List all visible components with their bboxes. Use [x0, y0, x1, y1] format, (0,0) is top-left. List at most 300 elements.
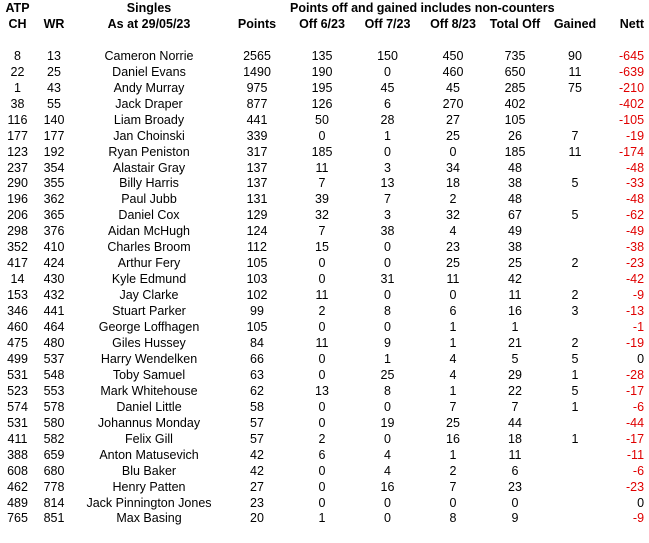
nett-cell: -6: [632, 399, 645, 414]
table-row: [1, 352, 648, 368]
nett-cell: -38: [625, 240, 645, 255]
off-6-23-cell: 135: [311, 48, 333, 63]
ch-cell: 388: [7, 447, 28, 462]
player-name: Ryan Peniston: [108, 144, 190, 159]
points-cell: 62: [250, 383, 264, 398]
points-cell: 124: [246, 224, 268, 239]
off-8-23-cell: 2: [449, 463, 457, 478]
gained-cell: [545, 224, 605, 240]
table-row: [1, 416, 648, 432]
ch-cell: 346: [7, 304, 28, 319]
wr-cell: 537: [43, 351, 65, 366]
ch-cell: 153: [7, 288, 28, 303]
total-off-cell: 38: [508, 176, 522, 191]
off-6-23-cell: 2: [318, 431, 326, 446]
ch-cell: 460: [7, 320, 28, 335]
ch-cell: 574: [7, 399, 28, 414]
off-8-23-cell: 4: [449, 367, 457, 382]
off-6-23-cell: 0: [318, 463, 326, 478]
total-off-cell: 1: [511, 320, 519, 335]
wr-cell: 354: [43, 160, 65, 175]
gained-cell: 2: [571, 336, 579, 350]
off-8-23-cell: 1: [449, 336, 457, 350]
off-7-23-cell: 28: [380, 112, 395, 127]
off-7-23-cell: 9: [384, 336, 391, 350]
wr-cell: 778: [43, 479, 65, 494]
points-cell: 112: [247, 240, 267, 255]
ch-cell: 206: [7, 208, 28, 223]
wr-cell: 424: [43, 256, 65, 271]
off-7-23-cell: 25: [380, 367, 395, 382]
ch-cell: 531: [7, 367, 28, 382]
table-row: [1, 432, 648, 448]
gained-cell: [545, 161, 605, 177]
wr-cell: 410: [43, 240, 65, 255]
nett-cell: -19: [625, 336, 645, 350]
table-row: [1, 511, 648, 527]
gained-cell: [545, 97, 605, 113]
off-8-23-cell: 23: [446, 240, 460, 255]
off-6-23-cell: 0: [318, 256, 326, 271]
gained-cell: 7: [571, 128, 579, 143]
wr-cell: 25: [47, 64, 61, 79]
wr-cell: 548: [43, 367, 65, 382]
table-row: [1, 81, 648, 97]
points-cell: 66: [250, 351, 264, 366]
off-8-23-cell: 1: [449, 383, 457, 398]
wr-cell: 580: [43, 415, 65, 430]
off-8-23-cell: 4: [449, 224, 457, 239]
points-cell: 57: [250, 415, 264, 430]
off-6-23-cell: 0: [318, 399, 326, 414]
ch-cell: 298: [7, 224, 28, 239]
table-row: [1, 192, 648, 208]
player-name: Jack Draper: [115, 96, 183, 111]
wr-cell: 553: [43, 383, 65, 398]
points-cell: 42: [250, 447, 264, 462]
wr-cell: 578: [43, 399, 65, 414]
gained-cell: [545, 511, 605, 527]
off-7-23-cell: 16: [380, 479, 395, 494]
total-off-cell: 44: [508, 415, 522, 430]
points-cell: 58: [250, 399, 264, 414]
off-8-23-cell: 0: [449, 495, 457, 510]
player-name: Henry Patten: [112, 479, 186, 494]
total-off-cell: 105: [504, 112, 526, 127]
rankings-table: [1, 1, 648, 527]
nett-cell: -1: [632, 320, 645, 335]
header-ch: CH: [8, 16, 27, 31]
table-row: [1, 368, 648, 384]
off-6-23-cell: 2: [318, 304, 326, 319]
off-6-23-cell: 0: [318, 479, 326, 494]
table-row: [1, 384, 648, 400]
gained-cell: [545, 320, 605, 336]
off-8-23-cell: 460: [442, 64, 464, 79]
off-6-23-cell: 185: [311, 144, 333, 159]
off-7-23-cell: 3: [384, 208, 391, 223]
header-row-2: [1, 17, 648, 33]
ch-cell: 116: [7, 112, 28, 127]
off-6-23-cell: 7: [318, 224, 326, 239]
total-off-cell: 402: [504, 96, 526, 111]
table-row: [1, 176, 648, 192]
off-8-23-cell: 25: [446, 256, 460, 271]
points-cell: 105: [246, 320, 268, 335]
off-6-23-cell: 190: [311, 64, 333, 79]
table-row: [1, 480, 648, 496]
wr-cell: 582: [43, 431, 65, 446]
nett-cell: -17: [625, 383, 645, 398]
points-cell: 57: [250, 431, 264, 446]
off-8-23-cell: 0: [449, 288, 457, 303]
header-wr: WR: [43, 16, 65, 31]
wr-cell: 192: [43, 144, 65, 159]
off-7-23-cell: 6: [384, 96, 391, 111]
points-cell: 99: [250, 304, 264, 319]
off-6-23-cell: 11: [315, 288, 329, 303]
off-7-23-cell: 150: [377, 48, 398, 63]
nett-cell: -42: [625, 272, 645, 287]
ch-cell: 196: [7, 192, 28, 207]
total-off-cell: 18: [508, 431, 522, 446]
player-name: Aidan McHugh: [108, 224, 190, 239]
points-cell: 441: [246, 112, 268, 127]
off-7-23-cell: 0: [384, 144, 391, 159]
table-row: [1, 145, 648, 161]
gained-cell: 1: [571, 367, 579, 382]
gained-cell: 2: [571, 288, 579, 303]
nett-cell: -49: [625, 224, 645, 239]
off-8-23-cell: 4: [449, 351, 457, 366]
player-name: Daniel Cox: [118, 208, 180, 223]
points-cell: 137: [246, 176, 268, 191]
nett-cell: -13: [625, 304, 645, 319]
header-total-off: Total Off: [489, 16, 541, 31]
gained-cell: 3: [571, 304, 579, 319]
off-6-23-cell: 13: [315, 383, 329, 398]
player-name: Max Basing: [116, 511, 182, 526]
points-cell: 131: [246, 192, 268, 207]
player-name: Charles Broom: [107, 240, 191, 255]
ch-cell: 352: [7, 240, 28, 255]
off-7-23-cell: 4: [384, 447, 391, 462]
header-points-note: Points off and gained includes non-counters: [290, 1, 555, 15]
gained-cell: 5: [571, 383, 579, 398]
header-points: Points: [237, 16, 277, 31]
off-6-23-cell: 11: [315, 160, 329, 175]
table-row: [1, 304, 648, 320]
off-8-23-cell: 18: [446, 176, 460, 191]
points-cell: 975: [246, 80, 268, 95]
nett-cell: -9: [632, 288, 645, 303]
nett-cell: -33: [625, 176, 645, 191]
nett-cell: -19: [625, 128, 645, 143]
ch-cell: 523: [7, 383, 28, 398]
off-8-23-cell: 8: [449, 511, 457, 526]
player-name: Billy Harris: [119, 176, 179, 191]
table-row: [1, 161, 648, 177]
player-name: Daniel Evans: [112, 64, 186, 79]
points-cell: 27: [250, 479, 264, 494]
total-off-cell: 11: [508, 447, 522, 462]
off-6-23-cell: 50: [315, 112, 329, 127]
total-off-cell: 735: [504, 48, 526, 63]
points-cell: 102: [246, 288, 268, 303]
wr-cell: 43: [47, 80, 61, 95]
player-name: Cameron Norrie: [104, 48, 194, 63]
gained-cell: 90: [568, 48, 582, 63]
off-6-23-cell: 32: [315, 208, 329, 223]
player-name: Harry Wendelken: [100, 351, 198, 366]
player-name: Jan Choinski: [113, 128, 185, 143]
ch-cell: 1: [14, 80, 21, 95]
wr-cell: 362: [43, 192, 65, 207]
off-6-23-cell: 0: [318, 351, 326, 366]
ch-cell: 417: [7, 256, 28, 271]
off-7-23-cell: 0: [384, 288, 391, 303]
off-8-23-cell: 0: [449, 144, 457, 159]
player-name: Kyle Edmund: [111, 272, 187, 287]
player-name: George Loffhagen: [98, 320, 200, 335]
ch-cell: 22: [10, 64, 25, 79]
gained-cell: [545, 448, 605, 464]
wr-cell: 432: [43, 288, 65, 303]
gained-cell: [545, 113, 605, 129]
off-6-23-cell: 0: [318, 415, 326, 430]
gained-cell: 11: [568, 144, 582, 159]
off-7-23-cell: 0: [384, 320, 391, 335]
gained-cell: [545, 416, 605, 432]
ch-cell: 411: [7, 431, 28, 446]
table-row: [1, 49, 648, 65]
wr-cell: 355: [43, 176, 65, 191]
table-row: [1, 448, 648, 464]
table-row: [1, 336, 648, 352]
off-8-23-cell: 34: [446, 160, 460, 175]
points-cell: 42: [250, 463, 264, 478]
total-off-cell: 185: [504, 144, 526, 159]
player-rows: [1, 49, 648, 528]
off-8-23-cell: 270: [442, 96, 464, 111]
total-off-cell: 67: [508, 208, 522, 223]
wr-cell: 376: [43, 224, 65, 239]
off-6-23-cell: 7: [318, 176, 326, 191]
nett-cell: -23: [625, 256, 645, 271]
header-nett: Nett: [619, 16, 645, 31]
table-row: [1, 208, 648, 224]
off-6-23-cell: 0: [318, 367, 326, 382]
off-6-23-cell: 0: [318, 128, 326, 143]
total-off-cell: 48: [508, 192, 522, 207]
gained-cell: 5: [571, 176, 579, 191]
points-cell: 877: [246, 96, 268, 111]
nett-cell: -62: [625, 208, 645, 223]
gained-cell: 5: [571, 208, 579, 223]
off-7-23-cell: 4: [384, 463, 391, 478]
off-6-23-cell: 0: [318, 495, 326, 510]
off-6-23-cell: 195: [311, 80, 333, 95]
player-name: Jack Pinnington Jones: [86, 495, 212, 510]
total-off-cell: 650: [504, 64, 526, 79]
off-8-23-cell: 25: [446, 128, 460, 143]
wr-cell: 177: [43, 128, 65, 143]
off-6-23-cell: 126: [311, 96, 333, 111]
table-row: [1, 256, 648, 272]
player-name: Johannus Monday: [97, 415, 201, 430]
off-7-23-cell: 1: [384, 351, 391, 366]
table-row: [1, 320, 648, 336]
nett-cell: -402: [619, 96, 645, 111]
table-row: [1, 272, 648, 288]
total-off-cell: 6: [511, 463, 519, 478]
off-7-23-cell: 8: [384, 383, 391, 398]
spacer-row: [1, 33, 648, 49]
wr-cell: 365: [43, 208, 65, 223]
off-8-23-cell: 450: [442, 48, 464, 63]
gained-cell: 75: [568, 80, 582, 95]
nett-cell: 0: [637, 495, 645, 510]
gained-cell: [545, 480, 605, 496]
player-name: Stuart Parker: [112, 304, 186, 319]
table-row: [1, 400, 648, 416]
gained-cell: [545, 464, 605, 480]
off-6-23-cell: 0: [318, 272, 326, 287]
gained-cell: [545, 496, 605, 512]
nett-cell: -23: [625, 479, 645, 494]
player-name: Mark Whitehouse: [100, 383, 198, 398]
wr-cell: 680: [43, 463, 65, 478]
off-8-23-cell: 7: [449, 399, 457, 414]
off-8-23-cell: 6: [449, 304, 457, 319]
nett-cell: -28: [625, 367, 645, 382]
total-off-cell: 23: [508, 479, 522, 494]
header-singles: Singles: [126, 1, 172, 15]
header-gained: Gained: [553, 16, 597, 31]
off-7-23-cell: 0: [384, 511, 391, 526]
ch-cell: 475: [7, 336, 28, 350]
header-off-6-23: Off 6/23: [299, 16, 345, 31]
off-7-23-cell: 0: [384, 240, 391, 255]
total-off-cell: 38: [508, 240, 522, 255]
nett-cell: -48: [625, 192, 645, 207]
off-8-23-cell: 27: [446, 112, 460, 127]
total-off-cell: 11: [508, 288, 522, 303]
table-row: [1, 464, 648, 480]
gained-cell: 11: [568, 64, 582, 79]
nett-cell: -174: [619, 144, 645, 159]
off-7-23-cell: 31: [380, 272, 395, 287]
player-name: Daniel Little: [116, 399, 182, 414]
off-7-23-cell: 0: [384, 399, 391, 414]
off-7-23-cell: 45: [380, 80, 395, 95]
off-6-23-cell: 0: [318, 320, 326, 335]
points-cell: 84: [250, 336, 264, 350]
gained-cell: [545, 272, 605, 288]
total-off-cell: 42: [508, 272, 522, 287]
off-6-23-cell: 39: [315, 192, 329, 207]
nett-cell: 0: [637, 351, 645, 366]
table-row: [1, 496, 648, 512]
table-row: [1, 65, 648, 81]
total-off-cell: 16: [508, 304, 522, 319]
points-cell: 339: [246, 128, 268, 143]
nett-cell: -11: [626, 447, 645, 462]
wr-cell: 480: [43, 336, 65, 350]
header-off-8-23: Off 8/23: [430, 16, 476, 31]
points-cell: 20: [250, 511, 264, 526]
points-cell: 2565: [243, 48, 271, 63]
gained-cell: [545, 240, 605, 256]
total-off-cell: 5: [511, 351, 519, 366]
ch-cell: 8: [14, 48, 21, 63]
wr-cell: 441: [43, 304, 65, 319]
ch-cell: 765: [7, 511, 28, 526]
off-8-23-cell: 7: [449, 479, 457, 494]
gained-cell: [545, 192, 605, 208]
table-row: [1, 240, 648, 256]
ch-cell: 123: [7, 144, 28, 159]
off-8-23-cell: 45: [446, 80, 460, 95]
ch-cell: 290: [7, 176, 28, 191]
header-off-7-23: Off 7/23: [364, 16, 411, 31]
player-name: Toby Samuel: [112, 367, 186, 382]
player-name: Felix Gill: [125, 431, 173, 446]
points-cell: 103: [246, 272, 268, 287]
player-name: Blu Baker: [121, 463, 177, 478]
off-8-23-cell: 2: [449, 192, 457, 207]
off-7-23-cell: 0: [384, 256, 391, 271]
off-6-23-cell: 1: [318, 511, 326, 526]
wr-cell: 464: [43, 320, 65, 335]
off-7-23-cell: 1: [384, 128, 391, 143]
player-name: Jay Clarke: [119, 288, 179, 303]
off-7-23-cell: 0: [384, 495, 391, 510]
off-7-23-cell: 0: [384, 431, 391, 446]
nett-cell: -645: [619, 48, 645, 63]
ch-cell: 177: [7, 128, 28, 143]
gained-cell: 1: [571, 431, 579, 446]
total-off-cell: 7: [511, 399, 519, 414]
nett-cell: -105: [619, 112, 645, 127]
ch-cell: 489: [7, 495, 28, 510]
total-off-cell: 49: [508, 224, 522, 239]
off-6-23-cell: 6: [318, 447, 326, 462]
off-8-23-cell: 1: [449, 447, 457, 462]
total-off-cell: 9: [511, 511, 519, 526]
nett-cell: -44: [625, 415, 645, 430]
off-7-23-cell: 3: [384, 160, 391, 175]
player-name: Arthur Fery: [117, 256, 181, 271]
gained-cell: 1: [571, 399, 579, 414]
off-7-23-cell: 8: [384, 304, 391, 319]
total-off-cell: 21: [508, 336, 522, 350]
wr-cell: 851: [43, 511, 65, 526]
nett-cell: -6: [632, 463, 645, 478]
wr-cell: 659: [43, 447, 65, 462]
total-off-cell: 29: [508, 367, 522, 382]
points-cell: 317: [246, 144, 268, 159]
points-cell: 63: [250, 367, 264, 382]
off-8-23-cell: 25: [446, 415, 460, 430]
points-cell: 129: [246, 208, 268, 223]
points-cell: 23: [250, 495, 264, 510]
ch-cell: 38: [10, 96, 25, 111]
table-row: [1, 113, 648, 129]
off-8-23-cell: 1: [449, 320, 457, 335]
off-7-23-cell: 0: [384, 64, 391, 79]
nett-cell: -48: [625, 160, 645, 175]
